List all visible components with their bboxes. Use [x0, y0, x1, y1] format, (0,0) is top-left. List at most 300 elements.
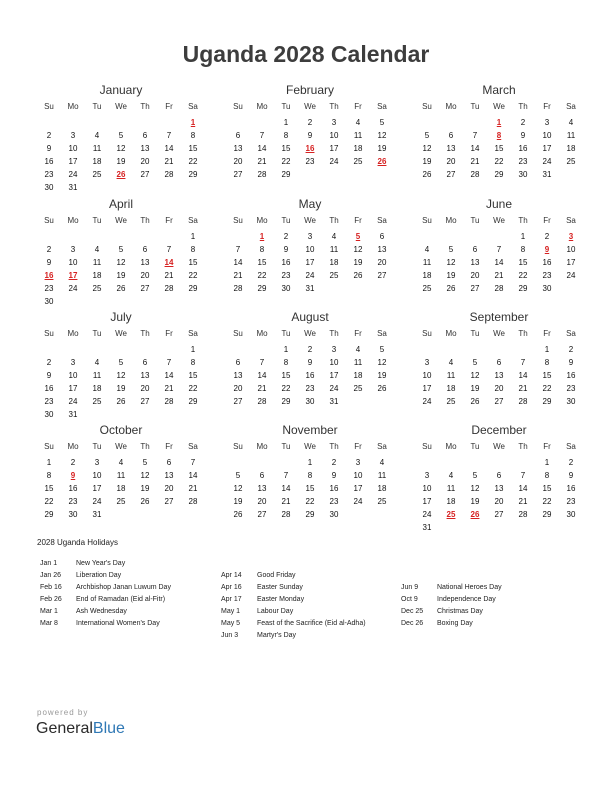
weekday-header: Fr	[354, 216, 362, 225]
empty-day	[463, 343, 487, 356]
day: 29	[281, 397, 291, 406]
day: 21	[518, 497, 528, 506]
day: 29	[188, 170, 198, 179]
empty-day	[487, 456, 511, 469]
day: 24	[422, 510, 432, 519]
day: 11	[566, 131, 576, 140]
day: 16	[305, 371, 315, 380]
day: 21	[164, 157, 174, 166]
day: 25	[329, 271, 339, 280]
weekday-header: We	[115, 102, 127, 111]
day: 17	[422, 384, 432, 393]
day: 2	[568, 458, 574, 467]
day: 18	[377, 484, 387, 493]
day: 21	[164, 271, 174, 280]
holidays-column	[218, 570, 398, 642]
day: 8	[283, 358, 289, 367]
day: 26	[353, 271, 363, 280]
holiday-date: Feb 16	[40, 584, 62, 591]
day: 23	[566, 384, 576, 393]
holiday-date: Oct 9	[401, 596, 418, 603]
day: 3	[70, 131, 76, 140]
month-name: October	[99, 423, 143, 437]
day: 1	[544, 345, 550, 354]
empty-day	[439, 456, 463, 469]
day: 17	[305, 258, 315, 267]
day: 13	[446, 144, 456, 153]
day: 21	[470, 157, 480, 166]
weekday-header: We	[115, 442, 127, 451]
weekday-header: Th	[518, 102, 528, 111]
day: 18	[422, 271, 432, 280]
day: 26	[446, 284, 456, 293]
day: 8	[46, 471, 52, 480]
empty-day	[415, 230, 439, 243]
holiday-row	[398, 594, 578, 606]
holiday-name: Liberation Day	[76, 572, 122, 579]
month-october	[37, 423, 205, 521]
day: 20	[446, 157, 456, 166]
day: 23	[44, 397, 54, 406]
day: 20	[494, 384, 504, 393]
day: 11	[422, 258, 432, 267]
day: 26	[377, 384, 387, 393]
day: 12	[116, 258, 126, 267]
weekday-header: Tu	[470, 216, 480, 225]
day: 22	[305, 497, 315, 506]
day: 2	[331, 458, 337, 467]
month-june	[415, 197, 583, 295]
day: 9	[568, 471, 574, 480]
empty-day	[157, 343, 181, 356]
day: 23	[281, 271, 291, 280]
day: 9	[520, 131, 526, 140]
day: 18	[92, 271, 102, 280]
brand-general: General	[36, 720, 93, 737]
day: 25	[116, 497, 126, 506]
weekday-header: Th	[329, 102, 339, 111]
day: 22	[281, 384, 291, 393]
day: 22	[494, 157, 504, 166]
empty-day	[415, 116, 439, 129]
day: 4	[448, 358, 454, 367]
day: 18	[353, 371, 363, 380]
empty-day	[250, 343, 274, 356]
weekday-header: Su	[422, 442, 432, 451]
weekday-header: Sa	[188, 329, 198, 338]
month-november	[226, 423, 394, 521]
empty-day	[109, 230, 133, 243]
day: 16	[329, 484, 339, 493]
weekday-header: Tu	[281, 442, 291, 451]
empty-day	[487, 230, 511, 243]
weekday-header: We	[304, 102, 316, 111]
day: 3	[544, 118, 550, 127]
holiday-day: 1	[496, 118, 502, 127]
weekday-header: Su	[233, 102, 243, 111]
holiday-date: Mar 8	[40, 620, 58, 627]
day: 27	[233, 170, 243, 179]
day: 11	[377, 471, 387, 480]
empty-day	[250, 116, 274, 129]
day: 27	[470, 284, 480, 293]
day: 7	[520, 358, 526, 367]
day: 16	[44, 384, 54, 393]
day: 13	[164, 471, 174, 480]
day: 14	[518, 371, 528, 380]
empty-day	[226, 343, 250, 356]
day: 8	[544, 358, 550, 367]
day: 15	[188, 371, 198, 380]
day: 19	[116, 157, 126, 166]
day: 30	[566, 510, 576, 519]
day: 21	[281, 497, 291, 506]
day: 15	[542, 371, 552, 380]
day: 21	[164, 384, 174, 393]
day: 20	[233, 157, 243, 166]
day: 17	[566, 258, 576, 267]
weekday-header: Fr	[543, 442, 551, 451]
month-name: August	[291, 310, 329, 324]
day: 29	[305, 510, 315, 519]
empty-day	[226, 230, 250, 243]
day: 11	[446, 371, 456, 380]
day: 1	[283, 345, 289, 354]
weekday-header: Th	[329, 442, 339, 451]
day: 14	[164, 371, 174, 380]
day: 19	[116, 384, 126, 393]
day: 25	[353, 384, 363, 393]
day: 29	[542, 397, 552, 406]
holiday-date: Dec 26	[401, 620, 424, 627]
day: 4	[448, 471, 454, 480]
day: 1	[520, 232, 526, 241]
day: 30	[68, 510, 78, 519]
empty-day	[415, 456, 439, 469]
day: 4	[94, 358, 100, 367]
day: 17	[329, 144, 339, 153]
day: 21	[257, 157, 267, 166]
empty-day	[133, 116, 157, 129]
holiday-date: Dec 25	[401, 608, 424, 615]
day: 30	[566, 397, 576, 406]
day: 24	[68, 397, 78, 406]
day: 28	[164, 397, 174, 406]
day: 5	[379, 118, 385, 127]
day: 12	[140, 471, 150, 480]
day: 7	[190, 458, 196, 467]
empty-day	[463, 456, 487, 469]
day: 15	[188, 144, 198, 153]
holiday-day: 16	[44, 271, 54, 280]
day: 27	[257, 510, 267, 519]
day: 12	[116, 144, 126, 153]
day: 30	[44, 410, 54, 419]
holiday-name: Labour Day	[257, 608, 294, 615]
empty-day	[439, 230, 463, 243]
day: 9	[46, 371, 52, 380]
empty-day	[85, 116, 109, 129]
day: 11	[116, 471, 126, 480]
weekday-header: Th	[518, 216, 528, 225]
day: 11	[353, 358, 363, 367]
holiday-row	[218, 606, 398, 618]
day: 27	[164, 497, 174, 506]
day: 27	[140, 284, 150, 293]
day: 8	[307, 471, 313, 480]
day: 27	[494, 510, 504, 519]
weekday-header: We	[493, 329, 505, 338]
month-name: May	[298, 197, 322, 211]
holiday-name: Archbishop Janan Luwum Day	[76, 584, 171, 591]
day: 5	[448, 245, 454, 254]
weekday-header: Th	[140, 102, 150, 111]
weekday-header: We	[115, 329, 127, 338]
day: 3	[331, 118, 337, 127]
day: 7	[472, 131, 478, 140]
empty-day	[226, 456, 250, 469]
empty-day	[37, 343, 61, 356]
holiday-name: Boxing Day	[437, 620, 473, 627]
holiday-date: Apr 14	[221, 572, 242, 579]
weekday-header: Sa	[188, 442, 198, 451]
day: 6	[448, 131, 454, 140]
holiday-name: Christmas Day	[437, 608, 483, 615]
day: 22	[281, 157, 291, 166]
day: 16	[542, 258, 552, 267]
day: 31	[92, 510, 102, 519]
holiday-day: 9	[544, 245, 550, 254]
day: 12	[446, 258, 456, 267]
day: 25	[92, 284, 102, 293]
weekday-header: Sa	[377, 102, 387, 111]
day: 7	[496, 245, 502, 254]
day: 17	[68, 157, 78, 166]
month-july	[37, 310, 205, 421]
day: 22	[188, 271, 198, 280]
empty-day	[61, 116, 85, 129]
day: 1	[283, 118, 289, 127]
weekday-header: Mo	[256, 216, 268, 225]
weekday-header: Su	[422, 329, 432, 338]
day: 20	[140, 384, 150, 393]
day: 29	[494, 170, 504, 179]
day: 20	[494, 497, 504, 506]
day: 10	[305, 245, 315, 254]
brand-logo[interactable]	[36, 720, 125, 738]
day: 9	[283, 245, 289, 254]
holidays-column	[37, 558, 217, 630]
day: 20	[233, 384, 243, 393]
day: 6	[379, 232, 385, 241]
day: 13	[233, 144, 243, 153]
holiday-date: Jun 9	[401, 584, 419, 591]
day: 28	[518, 397, 528, 406]
day: 25	[566, 157, 576, 166]
day: 5	[142, 458, 148, 467]
month-name: April	[108, 197, 133, 211]
weekday-header: Fr	[543, 102, 551, 111]
day: 13	[233, 371, 243, 380]
empty-day	[511, 456, 535, 469]
day: 7	[259, 358, 265, 367]
day: 17	[68, 384, 78, 393]
month-name: September	[469, 310, 529, 324]
weekday-header: We	[493, 442, 505, 451]
month-days-grid	[226, 214, 394, 295]
empty-day	[133, 230, 157, 243]
weekday-header: Tu	[92, 329, 102, 338]
day: 31	[68, 183, 78, 192]
day: 9	[307, 358, 313, 367]
weekday-header: Fr	[165, 329, 173, 338]
day: 31	[542, 170, 552, 179]
holiday-name: Feast of the Sacrifice (Eid al-Adha)	[257, 620, 366, 627]
weekday-header: Th	[329, 216, 339, 225]
day: 30	[542, 284, 552, 293]
day: 6	[259, 471, 265, 480]
day: 31	[329, 397, 339, 406]
day: 14	[257, 144, 267, 153]
day: 15	[305, 484, 315, 493]
holiday-day: 26	[377, 157, 387, 166]
empty-day	[415, 343, 439, 356]
day: 17	[353, 484, 363, 493]
day: 17	[542, 144, 552, 153]
weekday-header: We	[493, 102, 505, 111]
holiday-date: May 1	[221, 608, 241, 615]
day: 14	[257, 371, 267, 380]
day: 6	[496, 358, 502, 367]
day: 20	[140, 271, 150, 280]
day: 6	[166, 458, 172, 467]
weekday-header: Sa	[377, 216, 387, 225]
holiday-row	[218, 582, 398, 594]
day: 21	[257, 384, 267, 393]
weekday-header: Su	[44, 329, 54, 338]
day: 26	[233, 510, 243, 519]
day: 23	[566, 497, 576, 506]
day: 26	[116, 284, 126, 293]
weekday-header: Tu	[470, 329, 480, 338]
holiday-row	[37, 594, 217, 606]
day: 15	[494, 144, 504, 153]
month-days-grid	[415, 214, 583, 295]
day: 11	[329, 245, 339, 254]
day: 9	[568, 358, 574, 367]
holiday-day: 9	[70, 471, 76, 480]
day: 5	[118, 245, 124, 254]
day: 16	[518, 144, 528, 153]
day: 29	[44, 510, 54, 519]
day: 3	[70, 358, 76, 367]
day: 8	[520, 245, 526, 254]
day: 10	[422, 371, 432, 380]
day: 10	[329, 358, 339, 367]
holiday-day: 1	[259, 232, 265, 241]
weekday-header: Tu	[470, 102, 480, 111]
day: 9	[46, 258, 52, 267]
day: 9	[331, 471, 337, 480]
month-march	[415, 83, 583, 181]
holiday-row	[37, 582, 217, 594]
day: 5	[472, 358, 478, 367]
day: 11	[92, 258, 102, 267]
day: 8	[283, 131, 289, 140]
day: 30	[329, 510, 339, 519]
weekday-header: Mo	[256, 102, 268, 111]
day: 12	[422, 144, 432, 153]
day: 27	[494, 397, 504, 406]
day: 5	[118, 131, 124, 140]
empty-day	[226, 116, 250, 129]
day: 10	[329, 131, 339, 140]
empty-day	[463, 230, 487, 243]
month-days-grid	[37, 440, 205, 521]
day: 19	[422, 157, 432, 166]
holiday-name: Easter Sunday	[257, 584, 303, 591]
day: 16	[281, 258, 291, 267]
day: 25	[92, 397, 102, 406]
day: 25	[377, 497, 387, 506]
weekday-header: Th	[518, 442, 528, 451]
holiday-day: 14	[164, 258, 174, 267]
day: 26	[422, 170, 432, 179]
holiday-row	[37, 570, 217, 582]
day: 19	[470, 384, 480, 393]
weekday-header: Mo	[67, 216, 79, 225]
day: 25	[353, 157, 363, 166]
day: 4	[118, 458, 124, 467]
holiday-name: Ash Wednesday	[76, 608, 127, 615]
day: 2	[307, 118, 313, 127]
month-august	[226, 310, 394, 408]
weekday-header: Fr	[165, 442, 173, 451]
day: 10	[68, 144, 78, 153]
day: 26	[470, 397, 480, 406]
day: 23	[305, 157, 315, 166]
day: 14	[188, 471, 198, 480]
weekday-header: Su	[233, 442, 243, 451]
day: 31	[422, 523, 432, 532]
day: 8	[259, 245, 265, 254]
day: 8	[190, 245, 196, 254]
day: 22	[542, 497, 552, 506]
day: 22	[188, 157, 198, 166]
holiday-date: Jun 3	[221, 632, 239, 639]
day: 2	[46, 245, 52, 254]
day: 3	[331, 345, 337, 354]
day: 30	[281, 284, 291, 293]
weekday-header: Mo	[445, 442, 457, 451]
weekday-header: We	[304, 216, 316, 225]
holiday-date: Mar 1	[40, 608, 58, 615]
day: 22	[257, 271, 267, 280]
month-may	[226, 197, 394, 295]
day: 23	[518, 157, 528, 166]
holidays-column	[398, 582, 578, 630]
day: 29	[542, 510, 552, 519]
day: 1	[190, 232, 196, 241]
holiday-date: Apr 17	[221, 596, 242, 603]
day: 26	[140, 497, 150, 506]
day: 19	[446, 271, 456, 280]
day: 30	[305, 397, 315, 406]
month-name: December	[471, 423, 527, 437]
day: 28	[164, 284, 174, 293]
day: 3	[424, 471, 430, 480]
day: 19	[140, 484, 150, 493]
